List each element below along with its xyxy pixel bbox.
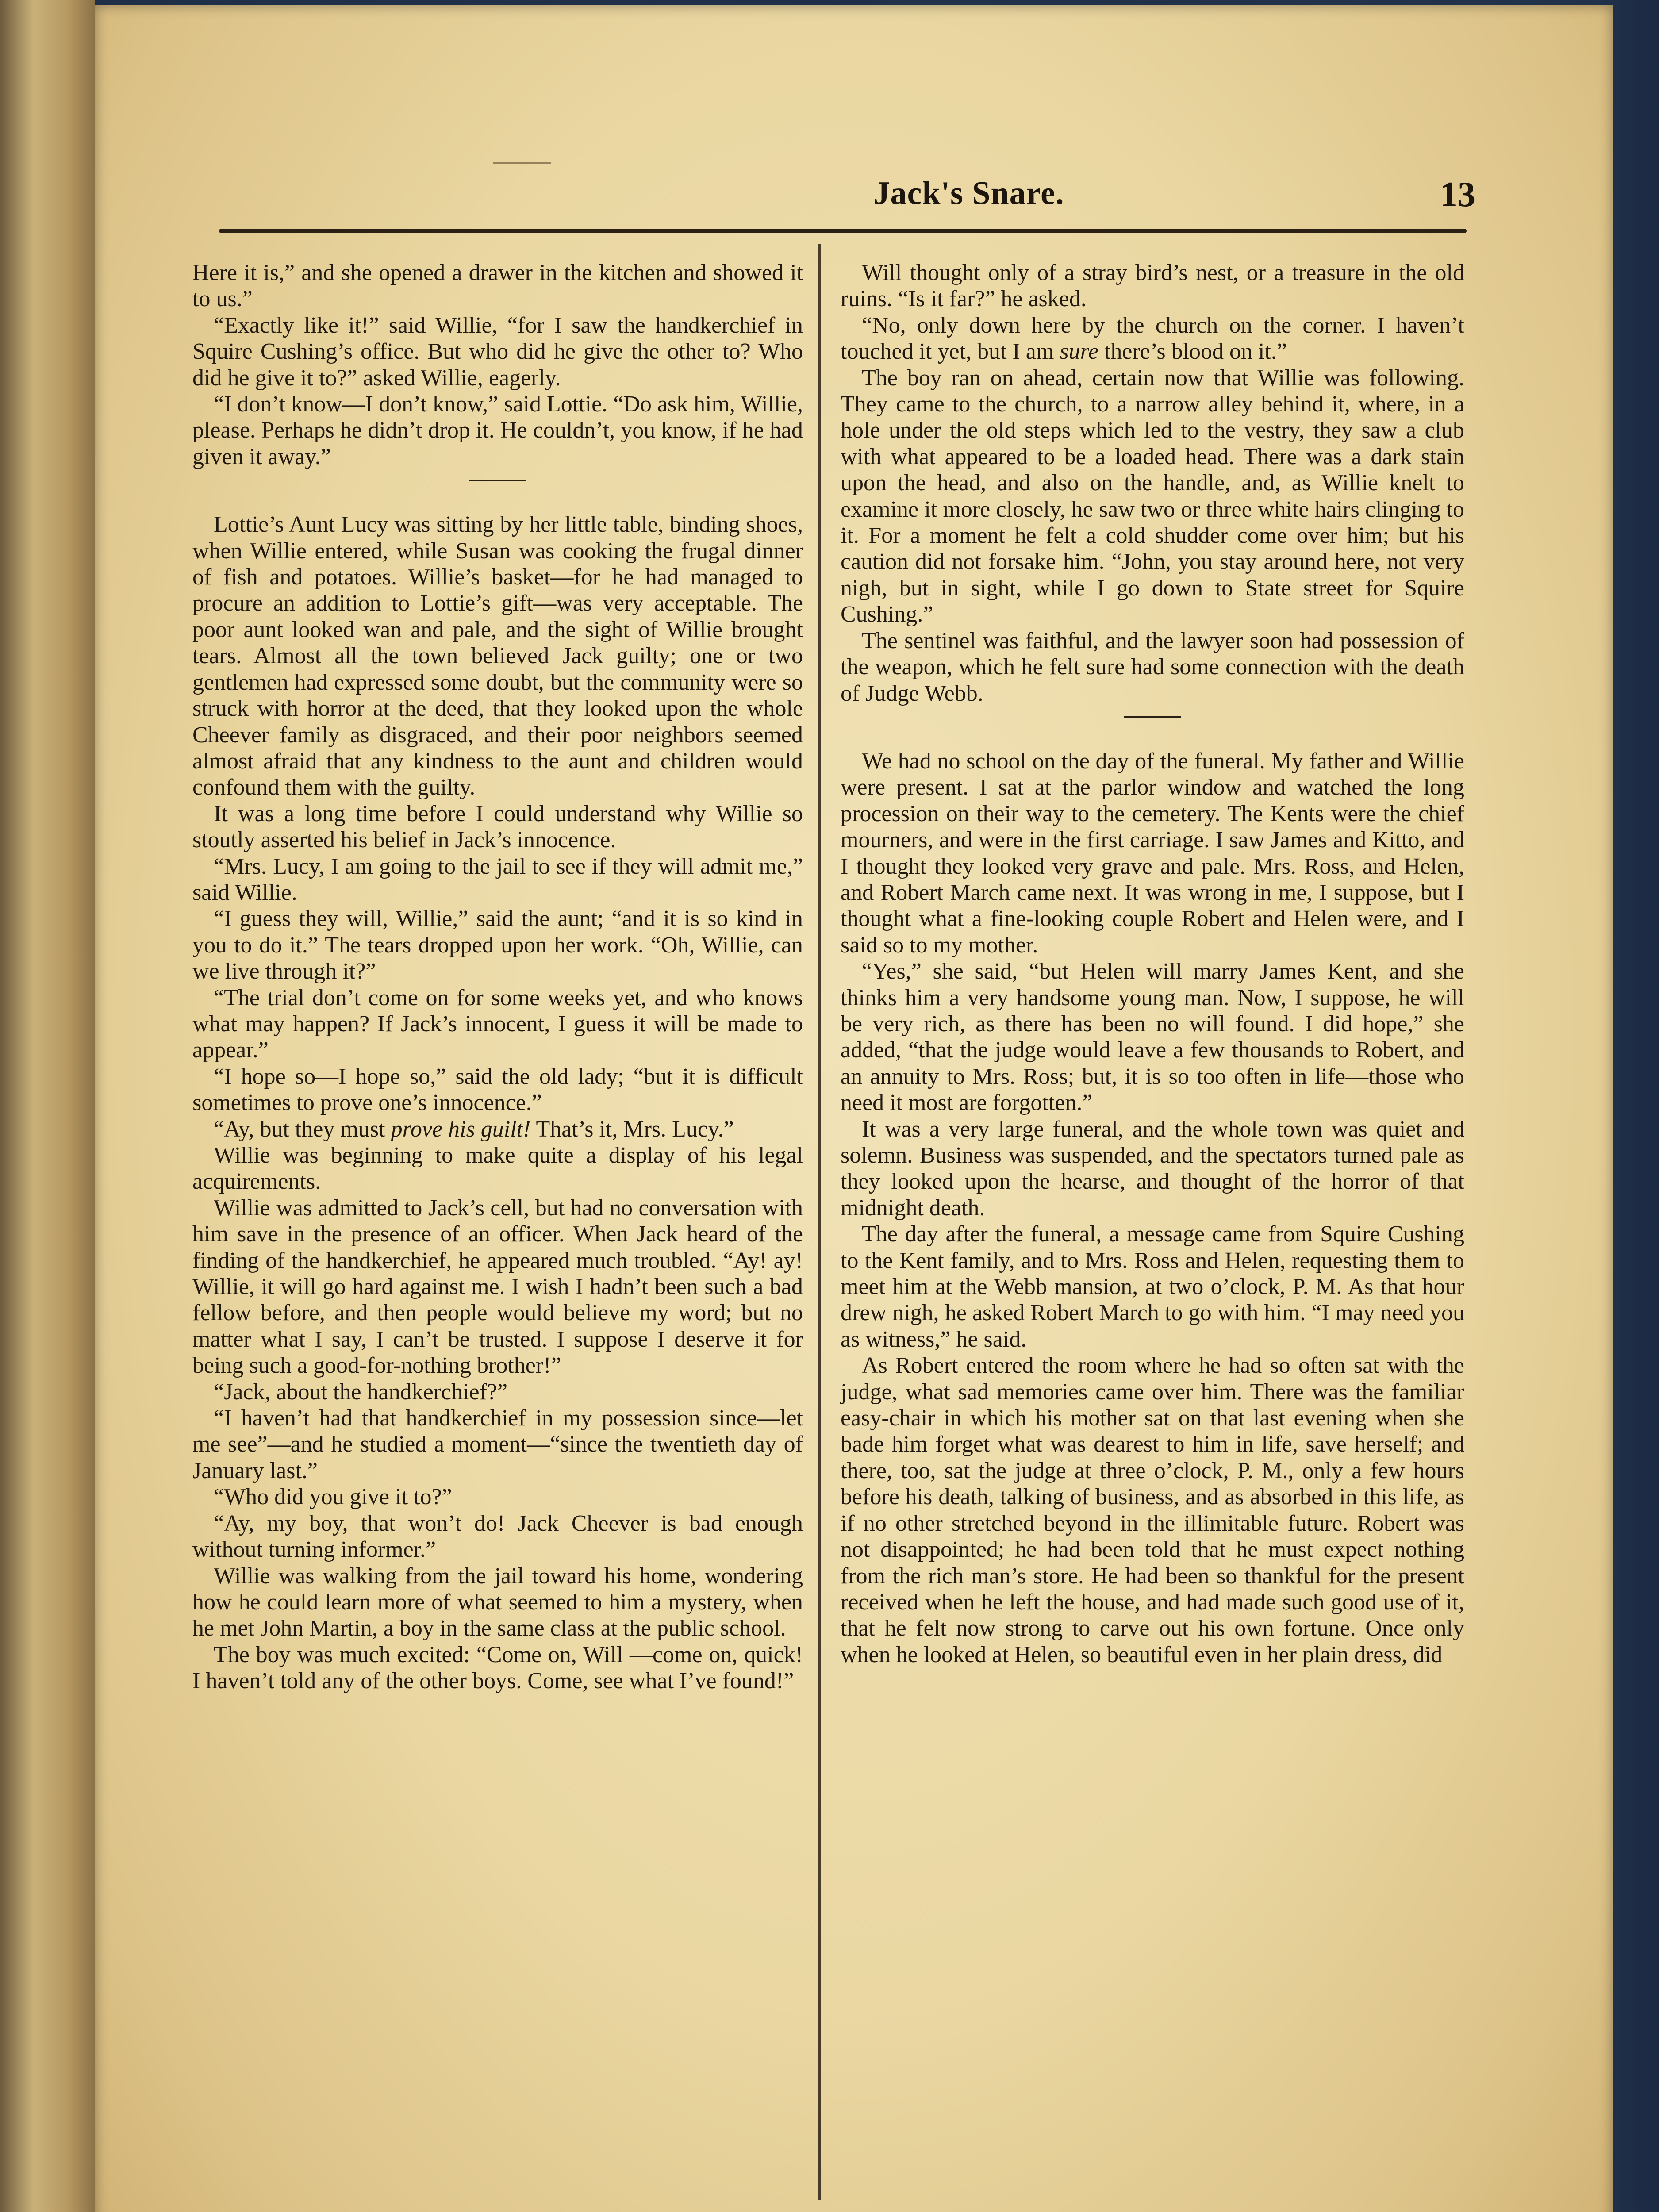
running-title: Jack's Snare.: [873, 175, 1064, 211]
paragraph: The day after the funeral, a message came from Squire Cushing to the Kent family, and to Mrs. Ross and Helen, requesting them to meet him at the Webb mansion, at two o’clock, P. M. As that hour drew nigh, he asked Robert March to go with him. “I may need you as witness,” he said.: [841, 1221, 1464, 1352]
paragraph: “Yes,” she said, “but Helen will marry James Kent, and she thinks him a very handsome young man. Now, I suppose, he will be very rich, as there has been no will found. I did hope,” she added, “that the judge would leave a few thousands to Robert, and an annuity to Mrs. Ross; but, it is so too often in life—those who need it most are forgotten.”: [841, 959, 1464, 1116]
column-divider: [818, 244, 821, 2200]
paragraph: It was a long time before I could understand why Willie so stoutly asserted his belief in Jack’s innocence.: [192, 801, 803, 853]
section-separator: [469, 480, 526, 481]
paragraph: Lottie’s Aunt Lucy was sitting by her little table, binding shoes, when Willie entered, while Susan was cooking the frugal dinner of fish and potatoes. Willie’s basket—for he had managed to procure an addition to Lottie’s gift—was very acceptable. The poor aunt looked wan and pale, and the sight of Willie brought tears. Almost all the town believed Jack guilty; one or two gentlemen had expressed some doubt, but the community were so struck with horror at the deed, that they looked upon the whole Cheever family as disgraced, and their poor neighbors seemed almost afraid that any kindness to the aunt and children would confound them with the guilty.: [192, 512, 803, 800]
text-run: there’s blood on it.”: [1098, 339, 1287, 365]
paragraph: Will thought only of a stray bird’s nest, or a treasure in the old ruins. “Is it far?” he asked.: [841, 260, 1464, 312]
paragraph: “The trial don’t come on for some weeks yet, and who knows what may happen? If Jack’s innocent, I guess it will be made to appear.”: [192, 985, 803, 1063]
paragraph: The boy ran on ahead, certain now that Willie was following. They came to the church, to a narrow alley behind it, where, in a hole under the old steps which led to the vestry, they saw a club with what appeared to be a loaded head. There was a dark stain upon the head, and also on the handle, and, as Willie knelt to examine it more closely, he saw two or three white hairs clinging to it. For a moment he felt a cold shudder come over him; but his caution did not forsake him. “John, you stay around here, not very nigh, but in sight, while I go down to State street for Squire Cushing.”: [841, 365, 1464, 627]
text-run: “No, only down here by the church on the corner. I haven’t touched it yet, but I am: [841, 312, 1464, 365]
right-column: [841, 260, 1464, 1668]
paragraph: The sentinel was faithful, and the lawyer soon had possession of the weapon, which he felt sure had some connection with the death of Judge Webb.: [841, 628, 1464, 706]
text-run: That’s it, Mrs. Lucy.”: [530, 1116, 734, 1142]
paragraph: The boy was much excited: “Come on, Will —come on, quick! I haven’t told any of the other boys. Come, see what I’ve found!”: [192, 1642, 803, 1694]
book-page: [95, 5, 1613, 2212]
running-head: [95, 175, 1613, 219]
paragraph: We had no school on the day of the funeral. My father and Willie were present. I sat at the parlor window and watched the long procession on their way to the cemetery. The Kents were the chief mourners, and were in the first carriage. I saw James and Kitto, and I thought they looked very grave and pale. Mrs. Ross, and Helen, and Robert March came next. It was wrong in me, I suppose, but I thought what a fine-looking couple Robert and Helen were, and I said so to my mother.: [841, 748, 1464, 958]
top-ornament: [493, 162, 551, 164]
text-run: “Ay, but they must: [214, 1116, 391, 1142]
paragraph: “I haven’t had that handkerchief in my possession since—let me see”—and he studied a moment—“since the twentieth day of January last.”: [192, 1406, 803, 1483]
paragraph: “I hope so—I hope so,” said the old lady; “but it is difficult sometimes to prove one’s innocence.”: [192, 1064, 803, 1116]
paragraph: “Who did you give it to?”: [214, 1484, 452, 1510]
italic-text: prove his guilt!: [391, 1116, 531, 1142]
paragraph: [192, 1116, 803, 1142]
paragraph: “Ay, my boy, that won’t do! Jack Cheever is bad enough without turning informer.”: [192, 1510, 803, 1563]
paragraph: [841, 312, 1464, 365]
paragraph: Willie was walking from the jail toward his home, wondering how he could learn more of what seemed to him a mystery, when he met John Martin, a boy in the same class at the public school.: [192, 1563, 803, 1641]
page-number: 13: [1440, 175, 1475, 214]
section-separator: [1124, 716, 1181, 718]
paragraph: Here it is,” and she opened a drawer in the kitchen and showed it to us.”: [192, 260, 803, 312]
paragraph: Willie was admitted to Jack’s cell, but had no conversation with him save in the presence of an officer. When Jack heard of the finding of the handkerchief, he appeared much troubled. “Ay! ay! Willie, it will go hard against me. I wish I hadn’t been such a bad fellow before, and then people would believe my word; but no matter what I say, I can’t be trusted. I suppose I deserve it for being such a good-for-nothing brother!”: [192, 1195, 803, 1379]
paragraph: “Mrs. Lucy, I am going to the jail to see if they will admit me,” said Willie.: [192, 853, 803, 905]
paragraph: “I don’t know—I don’t know,” said Lottie. “Do ask him, Willie, please. Perhaps he didn’t drop it. He couldn’t, you know, if he had given it away.”: [192, 392, 803, 469]
paragraph: “Exactly like it!” said Willie, “for I saw the handkerchief in Squire Cushing’s office. But who did he give the other to? Who did he give it to?” asked Willie, eagerly.: [192, 312, 803, 391]
italic-text: sure: [1060, 339, 1098, 365]
paragraph: “I guess they will, Willie,” said the aunt; “and it is so kind in you to do it.” The tears dropped upon her work. “Oh, Willie, can we live through it?”: [192, 906, 803, 984]
book-spine: [0, 0, 95, 2212]
paragraph: Willie was beginning to make quite a display of his legal acquirements.: [192, 1143, 803, 1194]
header-rule: [219, 229, 1467, 233]
paragraph: As Robert entered the room where he had so often sat with the judge, what sad memories came over him. There was the familiar easy-chair in which his mother sat on that last evening when she bade him forget what was dearest to him in life, save herself; and there, too, sat the judge at three o’clock, P. M., only a few hours before his death, talking of business, and as absorbed in this life, as if no other stretched beyond in the illimitable future. Robert was not disappointed; he had been told that he must expect nothing from the rich man’s store. He had been so thankful for the present received when he left the house, and had made such good use of it, that he felt now strong to carve out his own fortune. Once only when he looked at Helen, so beautiful even in her plain dress, did: [841, 1353, 1464, 1667]
left-column: [192, 260, 803, 1694]
paragraph: It was a very large funeral, and the whole town was quiet and solemn. Business was suspended, and the spectators turned pale as they looked upon the hearse, and thought of the horror of that midnight death.: [841, 1116, 1464, 1221]
paragraph: “Jack, about the handkerchief?”: [214, 1379, 508, 1405]
